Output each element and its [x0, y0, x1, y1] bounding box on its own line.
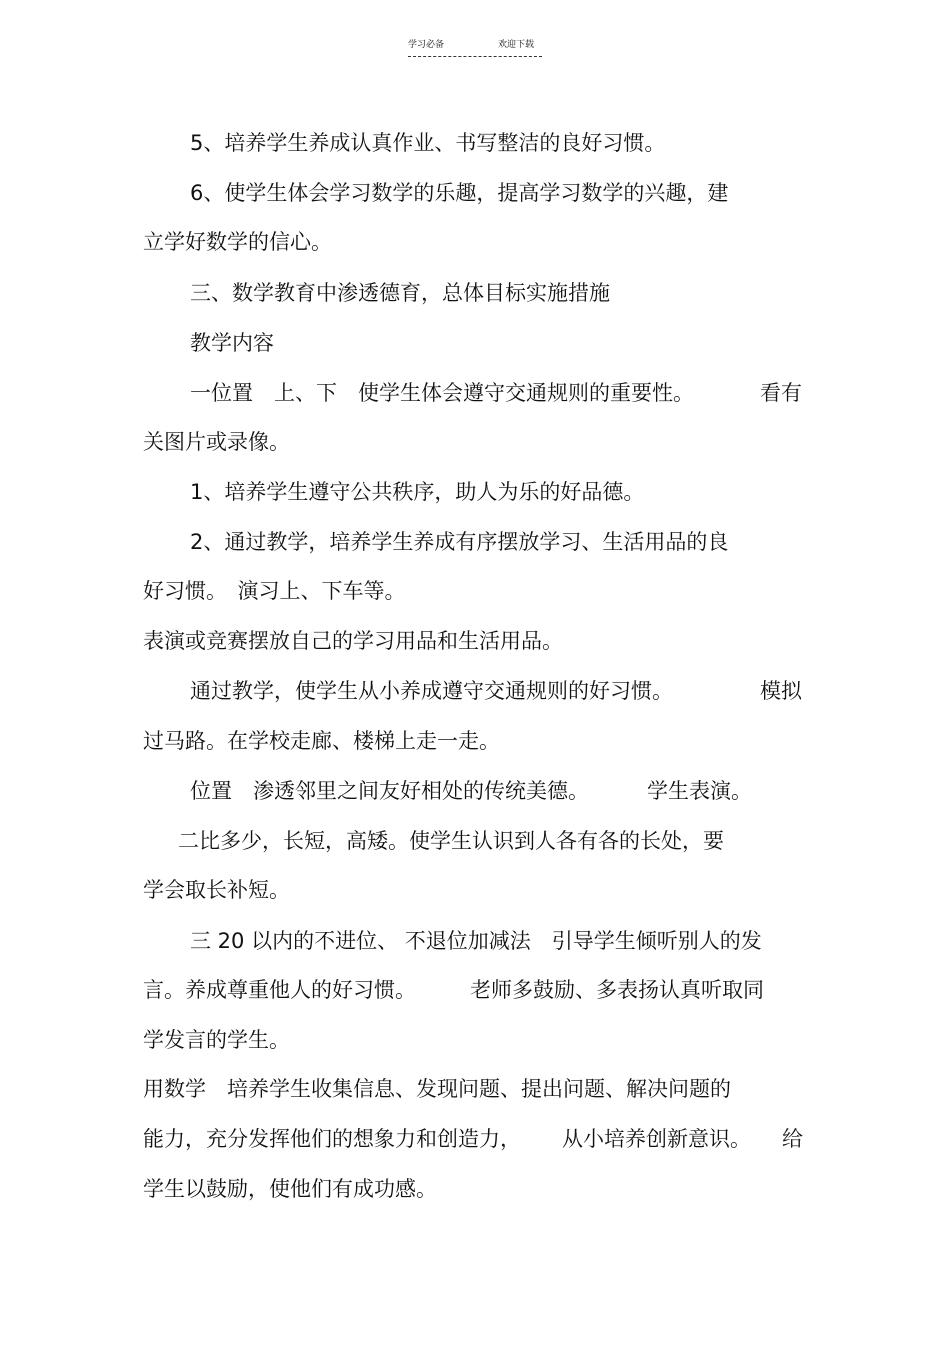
text-line: 过马路。在学校走廊、楼梯上走一走。	[143, 729, 500, 753]
text-line: 学生以鼓励，使他们有成功感。	[143, 1177, 437, 1201]
text-line: 一位置 上、下 使学生体会遵守交通规则的重要性。	[190, 381, 694, 405]
text-line: 言。养成尊重他人的好习惯。	[143, 978, 416, 1002]
text-line: 位置 渗透邻里之间友好相处的传统美德。	[190, 779, 589, 803]
text-line: 5、培养学生养成认真作业、书写整洁的良好习惯。	[190, 131, 666, 155]
text-line: 三 20 以内的不进位、 不退位加减法 引导学生倾听别人的发	[190, 929, 762, 953]
text-line: 教学内容	[190, 331, 274, 355]
text-line: 能力，充分发挥他们的想象力和创造力，	[143, 1127, 521, 1151]
text-line: 6、使学生体会学习数学的乐趣，提高学习数学的兴趣，建	[190, 181, 729, 205]
text-line: 给	[782, 1127, 803, 1151]
text-line: 1、培养学生遵守公共秩序，助人为乐的好品德。	[190, 480, 645, 504]
text-line: 学生表演。	[647, 779, 752, 803]
text-line: 学会取长补短。	[143, 878, 290, 902]
header-right-text: 欢迎下载	[498, 40, 535, 50]
page-header	[408, 38, 542, 57]
header-left-text: 学习必备	[408, 40, 445, 50]
text-line: 好习惯。 演习上、下车等。	[143, 579, 406, 603]
text-line: 老师多鼓励、多表扬认真听取同	[470, 978, 764, 1002]
text-line: 用数学 培养学生收集信息、发现问题、提出问题、解决问题的	[143, 1077, 731, 1101]
text-line: 关图片或录像。	[143, 430, 290, 454]
text-line: 学发言的学生。	[143, 1028, 290, 1052]
text-line: 二比多少，长短，高矮。使学生认识到人各有各的长处，要	[178, 829, 724, 853]
text-line: 立学好数学的信心。	[143, 230, 332, 254]
text-line: 表演或竞赛摆放自己的学习用品和生活用品。	[143, 629, 563, 653]
section-heading: 三、数学教育中渗透德育，总体目标实施措施	[190, 281, 610, 305]
text-line: 模拟	[760, 679, 802, 703]
text-line: 通过教学，使学生从小养成遵守交通规则的好习惯。	[190, 679, 673, 703]
text-line: 2、通过教学，培养学生养成有序摆放学习、生活用品的良	[190, 530, 729, 554]
text-line: 从小培养创新意识。	[562, 1127, 751, 1151]
text-line: 看有	[760, 381, 802, 405]
